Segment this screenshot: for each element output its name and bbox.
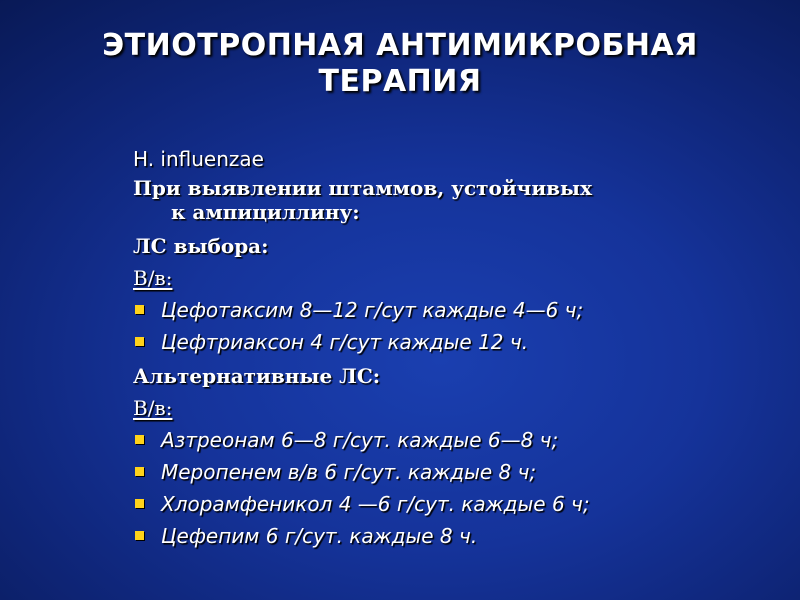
- slide-title-line-2: ТЕРАПИЯ: [318, 64, 482, 99]
- drug-text: Цефепим 6 г/сут. каждые 8 ч.: [161, 524, 478, 548]
- bullet-square-icon: [135, 337, 144, 346]
- condition-line-1: При выявлении штаммов, устойчивых: [133, 176, 593, 200]
- slide-title: [0, 28, 800, 100]
- list-item: [133, 492, 753, 516]
- drug-text: Цефотаксим 8—12 г/сут каждые 4—6 ч;: [161, 298, 584, 322]
- slide-title-line-1: ЭТИОТРОПНАЯ АНТИМИКРОБНАЯ: [102, 28, 698, 63]
- bullet-square-icon: [135, 531, 144, 540]
- first-line-drug-list: [133, 298, 753, 354]
- drug-text: Хлорамфеникол 4 —6 г/сут. каждые 6 ч;: [161, 492, 590, 516]
- drug-text: Азтреонам 6—8 г/сут. каждые 6—8 ч;: [161, 428, 559, 452]
- bullet-square-icon: [135, 499, 144, 508]
- route-label-1: В/в:: [133, 266, 173, 290]
- alternative-drug-list: [133, 428, 753, 548]
- route-label-2: В/в:: [133, 396, 173, 420]
- list-item: [133, 524, 753, 548]
- first-line-heading: ЛС выбора:: [133, 234, 269, 258]
- drug-text: Цефтриаксон 4 г/сут каждые 12 ч.: [161, 330, 529, 354]
- condition-line-2: к ампициллину:: [171, 200, 360, 224]
- drug-text: Меропенем в/в 6 г/сут. каждые 8 ч;: [161, 460, 537, 484]
- alternative-heading: Альтернативные ЛС:: [133, 364, 381, 388]
- list-item: [133, 460, 753, 484]
- list-item: [133, 330, 753, 354]
- list-item: [133, 298, 753, 322]
- organism-name: H. influenzae: [133, 147, 264, 171]
- bullet-square-icon: [135, 435, 144, 444]
- bullet-square-icon: [135, 467, 144, 476]
- list-item: [133, 428, 753, 452]
- slide-body: [133, 146, 753, 548]
- bullet-square-icon: [135, 305, 144, 314]
